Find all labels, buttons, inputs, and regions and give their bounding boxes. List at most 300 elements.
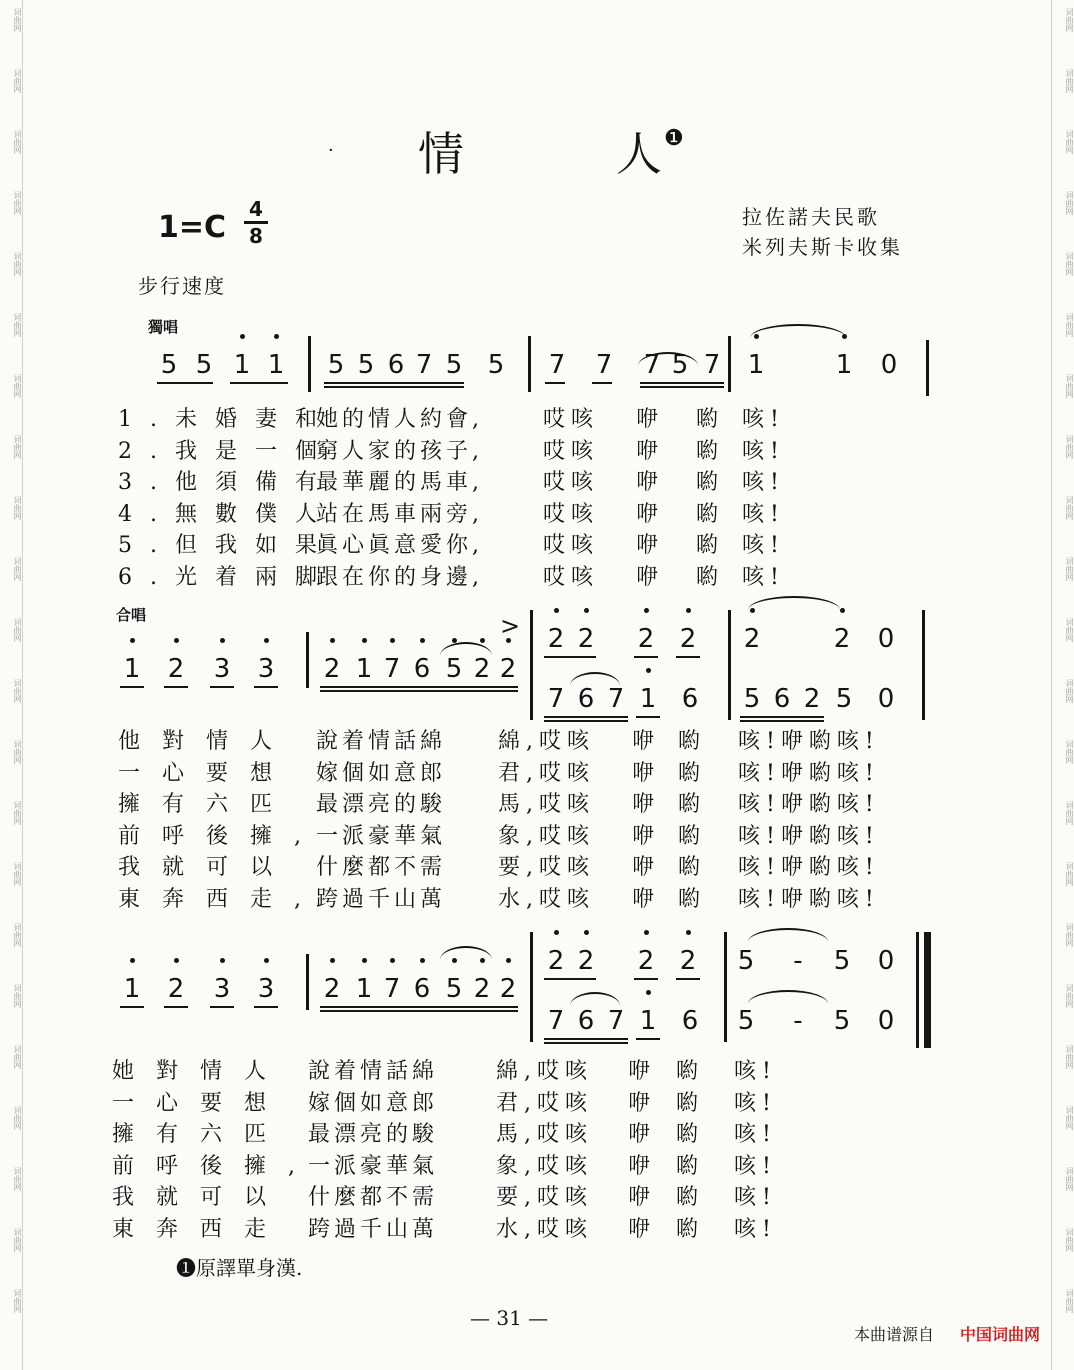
- octave-dot: [330, 638, 335, 643]
- note: 5: [445, 974, 463, 1004]
- beam: [324, 386, 464, 388]
- note: 2: [577, 946, 595, 976]
- note: 3: [213, 654, 231, 684]
- beam: [634, 978, 658, 980]
- octave-dot: [554, 608, 559, 613]
- title-dot: ·: [328, 140, 334, 161]
- watermark-text: 词曲网: [1065, 1289, 1074, 1313]
- watermark-text: 词曲网: [1065, 252, 1074, 276]
- note: 2: [803, 684, 821, 714]
- octave-dot: [506, 958, 511, 963]
- lyric-segment: 一派豪華氣: [308, 1153, 439, 1179]
- lyric-segment: 咳!咿喲咳!: [738, 823, 880, 849]
- note: 5: [445, 350, 463, 380]
- note: 0: [877, 1006, 895, 1036]
- lyric-segment: 東奔西走,: [118, 886, 323, 912]
- note: 5: [445, 654, 463, 684]
- lyric-segment: 喲: [676, 1090, 705, 1116]
- lyric-segment: 最漂亮的駿: [316, 792, 447, 817]
- lyric-segment: 擁有六匹: [112, 1122, 289, 1147]
- note: 5: [835, 684, 853, 714]
- lyric-segment: 咿: [628, 1153, 657, 1179]
- watermark-text: 词曲网: [13, 1106, 22, 1130]
- note: 5: [833, 946, 851, 976]
- watermark-text: 词曲网: [13, 923, 22, 947]
- lyric-segment: 咳!: [734, 1185, 777, 1210]
- note: 5: [195, 350, 213, 380]
- credit-site-link[interactable]: 中国词曲网: [959, 1325, 1040, 1344]
- beam: [544, 716, 628, 718]
- lyric-segment: 咳!: [734, 1122, 777, 1147]
- note: 1: [233, 350, 251, 380]
- watermark-text: 词曲网: [1065, 435, 1074, 459]
- lyric-segment: 5.但我如果: [118, 533, 335, 558]
- beam: [636, 1038, 660, 1040]
- section-solo-label: 獨唱: [148, 318, 179, 336]
- note: 7: [548, 350, 566, 380]
- lyric-segment: 喲: [678, 729, 707, 754]
- note: 6: [773, 684, 791, 714]
- note: 5: [327, 350, 345, 380]
- lyric-segment: 一心要想: [112, 1090, 289, 1116]
- lyric-segment: 咳!咿喲咳!: [738, 729, 880, 754]
- note: 5: [357, 350, 375, 380]
- note: 1: [267, 350, 285, 380]
- lyric-segment: 3.他須備有: [118, 470, 335, 495]
- footnote-text: ❶原譯單身漢.: [176, 1256, 303, 1280]
- watermark-text: 词曲网: [1065, 740, 1074, 764]
- lyric-segment: 一心要想: [118, 760, 295, 786]
- key-signature: 1=C: [158, 210, 227, 245]
- lyric-segment: 要,哎咳: [496, 1185, 593, 1210]
- lyric-segment: 喲: [696, 438, 725, 464]
- octave-dot: [362, 958, 367, 963]
- barline: [926, 340, 929, 396]
- beam: [254, 686, 278, 688]
- note: 6: [577, 1006, 595, 1036]
- lyric-segment: 咳!: [734, 1059, 777, 1084]
- note: 1: [747, 350, 765, 380]
- lyric-segment: 我就可以: [118, 855, 295, 880]
- lyric-segment: 哎咳: [543, 564, 600, 590]
- lyric-segment: 綿,哎咳: [498, 729, 595, 754]
- note: 2: [499, 974, 517, 1004]
- beam: [164, 686, 188, 688]
- note: 1: [123, 654, 141, 684]
- watermark-text: 词曲网: [13, 191, 22, 215]
- lyric-segment: 4.無數僕人: [118, 501, 335, 527]
- lyric-segment: 咿: [636, 501, 665, 527]
- lyric-segment: 喲: [676, 1216, 705, 1242]
- barline: [728, 336, 731, 392]
- note: 1: [639, 684, 657, 714]
- beam: [164, 1006, 188, 1008]
- lyric-segment: 東奔西走: [112, 1216, 289, 1242]
- note: 0: [877, 624, 895, 654]
- note: 1: [123, 974, 141, 1004]
- lyric-segment: 咳!: [742, 407, 785, 432]
- song-title: [300, 118, 780, 181]
- octave-dot: [240, 334, 245, 339]
- lyric-segment: 什麼都不需: [316, 855, 447, 880]
- lyric-segment: 哎咳: [543, 470, 600, 495]
- lyric-segment: 綿,哎咳: [496, 1059, 593, 1084]
- beam: [120, 1006, 144, 1008]
- octave-dot: [362, 638, 367, 643]
- lyric-segment: 君,哎咳: [496, 1090, 593, 1116]
- note: 2: [167, 974, 185, 1004]
- watermark-text: 词曲网: [13, 862, 22, 886]
- lyric-segment: 喲: [678, 855, 707, 880]
- lyric-segment: 喲: [676, 1153, 705, 1179]
- beam: [320, 1006, 518, 1008]
- octave-dot: [130, 958, 135, 963]
- note: 7: [607, 684, 625, 714]
- note: 2: [547, 624, 565, 654]
- octave-dot: [554, 930, 559, 935]
- note: 5: [833, 1006, 851, 1036]
- beam: [544, 1038, 628, 1040]
- watermark-text: 词曲网: [13, 557, 22, 581]
- octave-dot: [646, 668, 651, 673]
- beam: [320, 690, 518, 692]
- lyric-segment: 喲: [678, 886, 707, 912]
- lyric-segment: 她對情人: [112, 1059, 289, 1084]
- note: 6: [681, 1006, 699, 1036]
- watermark-text: 词曲网: [1065, 923, 1074, 947]
- barline: [308, 336, 311, 392]
- lyric-segment: 跨過千山萬: [316, 886, 447, 912]
- note: 5: [671, 350, 689, 380]
- lyric-segment: 咿: [636, 470, 665, 495]
- beam: [640, 386, 724, 388]
- watermark-text: 词曲网: [13, 1289, 22, 1313]
- octave-dot: [264, 638, 269, 643]
- note: 7: [703, 350, 721, 380]
- watermark-text: 词曲网: [13, 679, 22, 703]
- lyric-segment: 咳!咿喲咳!: [738, 886, 880, 912]
- lyric-segment: 咿: [632, 729, 661, 754]
- beam: [544, 1042, 628, 1044]
- lyric-segment: 咿: [628, 1122, 657, 1147]
- lyric-segment: 馬,哎咳: [498, 792, 595, 817]
- note: 7: [547, 684, 565, 714]
- lyric-segment: 水,哎咳: [498, 886, 595, 912]
- lyric-segment: 喲: [696, 407, 725, 432]
- beam: [640, 382, 724, 384]
- octave-dot: [420, 638, 425, 643]
- lyric-segment: 嫁個如意郎: [316, 760, 447, 786]
- lyric-segment: 咿: [632, 855, 661, 880]
- note: 1: [835, 350, 853, 380]
- note: 5: [160, 350, 178, 380]
- lyric-segment: 咿: [628, 1090, 657, 1116]
- note: 6: [413, 974, 431, 1004]
- title-footnote-mark: ❶: [664, 126, 684, 151]
- barline: [922, 610, 925, 720]
- note: 2: [679, 624, 697, 654]
- watermark-text: 词曲网: [1065, 801, 1074, 825]
- lyric-segment: 她的情人約會,: [316, 407, 483, 432]
- note: 2: [473, 974, 491, 1004]
- lyric-segment: 說着情話綿: [308, 1059, 439, 1084]
- beam: [230, 382, 288, 384]
- note: 6: [577, 684, 595, 714]
- lyric-segment: 咳!: [742, 470, 785, 495]
- lyric-segment: 咿: [636, 438, 665, 464]
- lyric-segment: 2.我是一個: [118, 438, 335, 464]
- lyric-segment: 喲: [696, 470, 725, 495]
- watermark-text: 词曲网: [13, 496, 22, 520]
- note: 1: [639, 1006, 657, 1036]
- lyric-segment: 最漂亮的駿: [308, 1122, 439, 1147]
- watermark-text: 词曲网: [1065, 1106, 1074, 1130]
- lyric-segment: 喲: [696, 564, 725, 590]
- watermark-text: 词曲网: [13, 740, 22, 764]
- lyric-segment: 什麼都不需: [308, 1185, 439, 1210]
- beam: [157, 382, 213, 384]
- octave-dot: [390, 958, 395, 963]
- note: 6: [387, 350, 405, 380]
- octave-dot: [264, 958, 269, 963]
- note: 2: [499, 654, 517, 684]
- lyric-segment: 哎咳: [543, 438, 600, 464]
- note: 6: [681, 684, 699, 714]
- lyric-segment: 咳!: [742, 438, 785, 464]
- beam: [320, 1010, 518, 1012]
- watermark-text: 词曲网: [13, 313, 22, 337]
- watermark-text: 词曲网: [13, 801, 22, 825]
- lyric-segment: 喲: [678, 792, 707, 817]
- lyric-segment: 咿: [632, 886, 661, 912]
- barline: [724, 932, 727, 1042]
- lyric-segment: 咿: [632, 823, 661, 849]
- lyric-segment: 喲: [696, 533, 725, 558]
- slur: [748, 596, 840, 610]
- note: -: [793, 946, 803, 976]
- watermark-text: 词曲网: [1065, 984, 1074, 1008]
- note: 7: [415, 350, 433, 380]
- note: 2: [547, 946, 565, 976]
- lyric-segment: 咳!: [742, 533, 785, 558]
- octave-dot: [220, 958, 225, 963]
- lyric-segment: 站在馬車兩旁,: [316, 501, 483, 527]
- note: 2: [323, 654, 341, 684]
- note: 2: [679, 946, 697, 976]
- barline: [530, 932, 533, 1042]
- note: 5: [487, 350, 505, 380]
- watermark-text: 词曲网: [13, 618, 22, 642]
- octave-dot: [644, 930, 649, 935]
- beam: [210, 1006, 234, 1008]
- lyric-segment: 哎咳: [543, 407, 600, 432]
- barline: [916, 932, 919, 1048]
- source-credit: [742, 202, 903, 262]
- note: 2: [323, 974, 341, 1004]
- barline: [306, 954, 309, 1010]
- beam: [544, 978, 596, 980]
- lyric-segment: 咿: [628, 1185, 657, 1210]
- note: 0: [877, 946, 895, 976]
- watermark-text: 词曲网: [1065, 1045, 1074, 1069]
- beam: [740, 716, 824, 718]
- octave-dot: [686, 608, 691, 613]
- note: 1: [355, 974, 373, 1004]
- lyric-segment: 前呼後擁,: [112, 1153, 317, 1179]
- octave-dot: [390, 638, 395, 643]
- lyric-segment: 咿: [628, 1059, 657, 1084]
- lyric-segment: 喲: [678, 823, 707, 849]
- barline: [924, 932, 931, 1048]
- watermark-text: 词曲网: [13, 1045, 22, 1069]
- watermark-text: 词曲网: [1065, 69, 1074, 93]
- lyric-segment: 咳!咿喲咳!: [738, 792, 880, 817]
- lyric-segment: 嫁個如意郎: [308, 1090, 439, 1116]
- lyric-segment: 1.未婚妻和: [118, 407, 335, 432]
- watermark-text: 词曲网: [1065, 374, 1074, 398]
- watermark-text: 词曲网: [13, 374, 22, 398]
- beam: [254, 1006, 278, 1008]
- octave-dot: [274, 334, 279, 339]
- beam: [740, 720, 824, 722]
- lyric-segment: 君,哎咳: [498, 760, 595, 786]
- octave-dot: [840, 608, 845, 613]
- barline: [728, 610, 731, 720]
- note: 2: [637, 946, 655, 976]
- octave-dot: [330, 958, 335, 963]
- time-signature: [244, 198, 268, 247]
- barline: [530, 610, 533, 720]
- note: 7: [643, 350, 661, 380]
- octave-dot: [220, 638, 225, 643]
- lyric-segment: 咿: [628, 1216, 657, 1242]
- note: 0: [880, 350, 898, 380]
- beam: [544, 656, 596, 658]
- slur: [440, 946, 492, 960]
- octave-dot: [584, 930, 589, 935]
- note: 7: [595, 350, 613, 380]
- accent-mark: >: [500, 612, 521, 640]
- credit-prefix: 本曲谱源自: [853, 1325, 934, 1344]
- lyric-segment: 咿: [636, 533, 665, 558]
- note: 2: [167, 654, 185, 684]
- beam: [636, 716, 660, 718]
- note: 3: [213, 974, 231, 1004]
- lyric-segment: 咿: [632, 760, 661, 786]
- note: 7: [547, 1006, 565, 1036]
- watermark-text: 词曲网: [1065, 679, 1074, 703]
- watermark-text: 词曲网: [1065, 130, 1074, 154]
- lyric-segment: 喲: [676, 1059, 705, 1084]
- watermark-text: 词曲网: [13, 130, 22, 154]
- lyric-segment: 咳!: [742, 564, 785, 590]
- watermark-text: 词曲网: [1065, 1228, 1074, 1252]
- note: 2: [743, 624, 761, 654]
- lyric-segment: 咿: [636, 564, 665, 590]
- octave-dot: [130, 638, 135, 643]
- lyric-segment: 馬,哎咳: [496, 1122, 593, 1147]
- title-char-1: 情: [418, 127, 464, 181]
- watermark-text: 词曲网: [1065, 618, 1074, 642]
- beam: [320, 686, 518, 688]
- watermark-text: 词曲网: [1065, 313, 1074, 337]
- octave-dot: [646, 990, 651, 995]
- watermark-text: 词曲网: [13, 8, 22, 32]
- lyric-segment: 前呼後擁,: [118, 823, 323, 849]
- note: 2: [637, 624, 655, 654]
- lyric-segment: 水,哎咳: [496, 1216, 593, 1242]
- beam: [676, 978, 700, 980]
- lyric-segment: 擁有六匹: [118, 792, 295, 817]
- lyric-segment: 咿: [632, 792, 661, 817]
- watermark-text: 词曲网: [13, 1228, 22, 1252]
- lyric-segment: 一派豪華氣: [316, 823, 447, 849]
- note: 5: [743, 684, 761, 714]
- time-bottom: 8: [249, 224, 263, 248]
- slur: [750, 324, 846, 338]
- watermark-text: 词曲网: [13, 984, 22, 1008]
- lyric-segment: 說着情話綿: [316, 729, 447, 754]
- beam: [634, 656, 658, 658]
- note: 3: [257, 974, 275, 1004]
- lyric-segment: 咿: [636, 407, 665, 432]
- lyric-segment: 象,哎咳: [496, 1153, 593, 1179]
- watermark-text: 词曲网: [1065, 496, 1074, 520]
- note: 7: [383, 974, 401, 1004]
- beam: [592, 382, 612, 384]
- source-line-1: 拉佐諾夫民歌: [742, 205, 880, 229]
- lyric-segment: 喲: [676, 1122, 705, 1147]
- note: 7: [607, 1006, 625, 1036]
- lyric-segment: 象,哎咳: [498, 823, 595, 849]
- lyric-segment: 喲: [696, 501, 725, 527]
- octave-dot: [480, 638, 485, 643]
- lyric-segment: 哎咳: [543, 501, 600, 527]
- lyric-segment: 最華麗的馬車,: [316, 470, 483, 495]
- watermark-text: 词曲网: [13, 252, 22, 276]
- lyric-segment: 跨過千山萬: [308, 1216, 439, 1242]
- note: 5: [737, 1006, 755, 1036]
- watermark-text: 词曲网: [1065, 862, 1074, 886]
- lyric-segment: 咳!: [734, 1090, 777, 1116]
- time-top: 4: [249, 197, 263, 221]
- lyric-segment: 咳!: [734, 1216, 777, 1242]
- note: 7: [383, 654, 401, 684]
- octave-dot: [174, 638, 179, 643]
- octave-dot: [420, 958, 425, 963]
- beam: [210, 686, 234, 688]
- barline: [528, 336, 531, 392]
- note: -: [793, 1006, 803, 1036]
- lyric-segment: 我就可以: [112, 1185, 289, 1210]
- note: 5: [737, 946, 755, 976]
- watermark-text: 词曲网: [1065, 1167, 1074, 1191]
- slur: [748, 928, 828, 942]
- note: 1: [355, 654, 373, 684]
- beam: [545, 382, 565, 384]
- slur: [570, 672, 620, 686]
- slur: [440, 642, 492, 656]
- page-number: — 31 —: [470, 1306, 549, 1330]
- beam: [676, 656, 700, 658]
- note: 6: [413, 654, 431, 684]
- lyric-segment: 窮人家的孩子,: [316, 438, 483, 464]
- octave-dot: [644, 608, 649, 613]
- title-char-2: 人: [616, 127, 662, 181]
- note: 2: [473, 654, 491, 684]
- watermark-text: 词曲网: [1065, 8, 1074, 32]
- tempo-marking: 步行速度: [138, 274, 226, 298]
